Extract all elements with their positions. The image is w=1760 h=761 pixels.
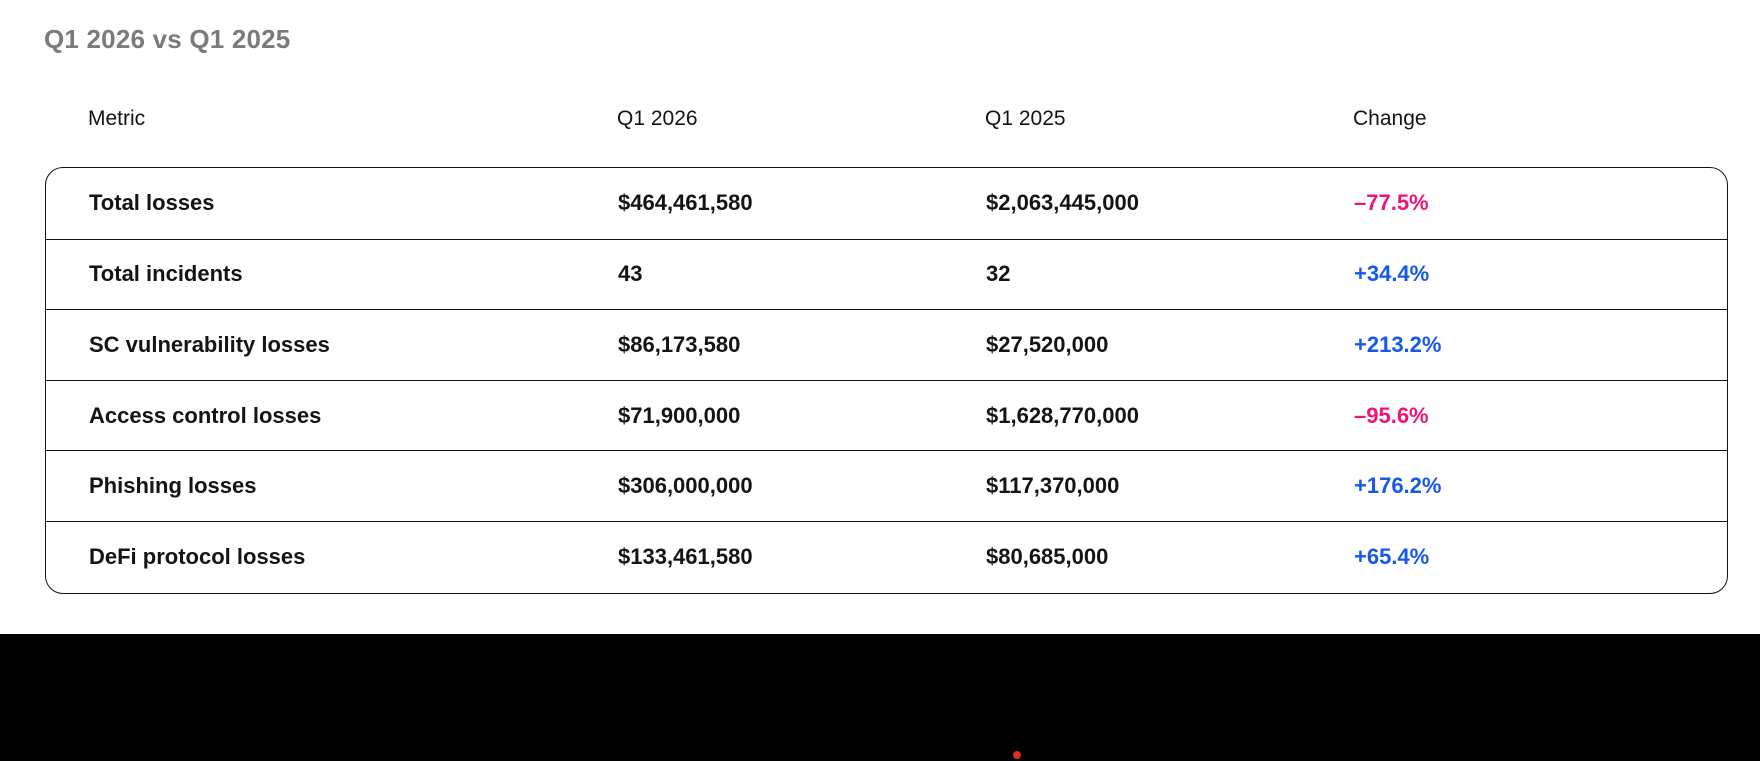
q1-2026-value: $306,000,000: [618, 473, 753, 499]
change-value: –95.6%: [1354, 402, 1429, 428]
page-footer: [0, 634, 1760, 761]
comparison-table: [45, 167, 1728, 594]
table-row-phishing-losses: [46, 450, 1727, 521]
change-value: +34.4%: [1354, 261, 1430, 287]
q1-2025-value: $27,520,000: [986, 331, 1109, 357]
q1-2026-value: $133,461,580: [618, 543, 753, 569]
table-row-total-losses: [46, 168, 1727, 239]
change-value: +176.2%: [1354, 473, 1442, 499]
change-value: +65.4%: [1354, 543, 1430, 569]
table-row-total-incidents: [46, 239, 1727, 310]
change-value: –77.5%: [1354, 190, 1429, 216]
metric-label: Access control losses: [89, 402, 322, 428]
q1-2026-value: $464,461,580: [618, 190, 753, 216]
column-header-metric: Metric: [88, 107, 146, 130]
metric-label: Phishing losses: [89, 473, 257, 499]
metric-label: SC vulnerability losses: [89, 331, 330, 357]
metric-label: Total incidents: [89, 261, 243, 287]
metric-label: DeFi protocol losses: [89, 543, 306, 569]
q1-2025-value: 32: [986, 261, 1011, 287]
q1-2025-value: $117,370,000: [986, 473, 1120, 499]
metric-label: Total losses: [89, 190, 215, 216]
table-row-access-control-losses: [46, 380, 1727, 451]
q1-2025-value: $2,063,445,000: [986, 190, 1139, 216]
section-title: Q1 2026 vs Q1 2025: [44, 24, 291, 54]
table-row-defi-protocol-losses: [46, 521, 1727, 592]
column-header-change: Change: [1353, 107, 1427, 130]
column-header-q1-2025: Q1 2025: [985, 107, 1066, 130]
change-value: +213.2%: [1354, 331, 1442, 357]
column-header-q1-2026: Q1 2026: [617, 107, 698, 130]
q1-2025-value: $1,628,770,000: [986, 402, 1139, 428]
red-dot-logo-icon: [1013, 751, 1021, 759]
q1-2026-value: 43: [618, 261, 643, 287]
q1-2026-value: $71,900,000: [618, 402, 741, 428]
table-header-row: [0, 107, 1760, 137]
table-row-sc-vulnerability-losses: [46, 309, 1727, 380]
q1-2025-value: $80,685,000: [986, 543, 1109, 569]
q1-2026-value: $86,173,580: [618, 331, 741, 357]
